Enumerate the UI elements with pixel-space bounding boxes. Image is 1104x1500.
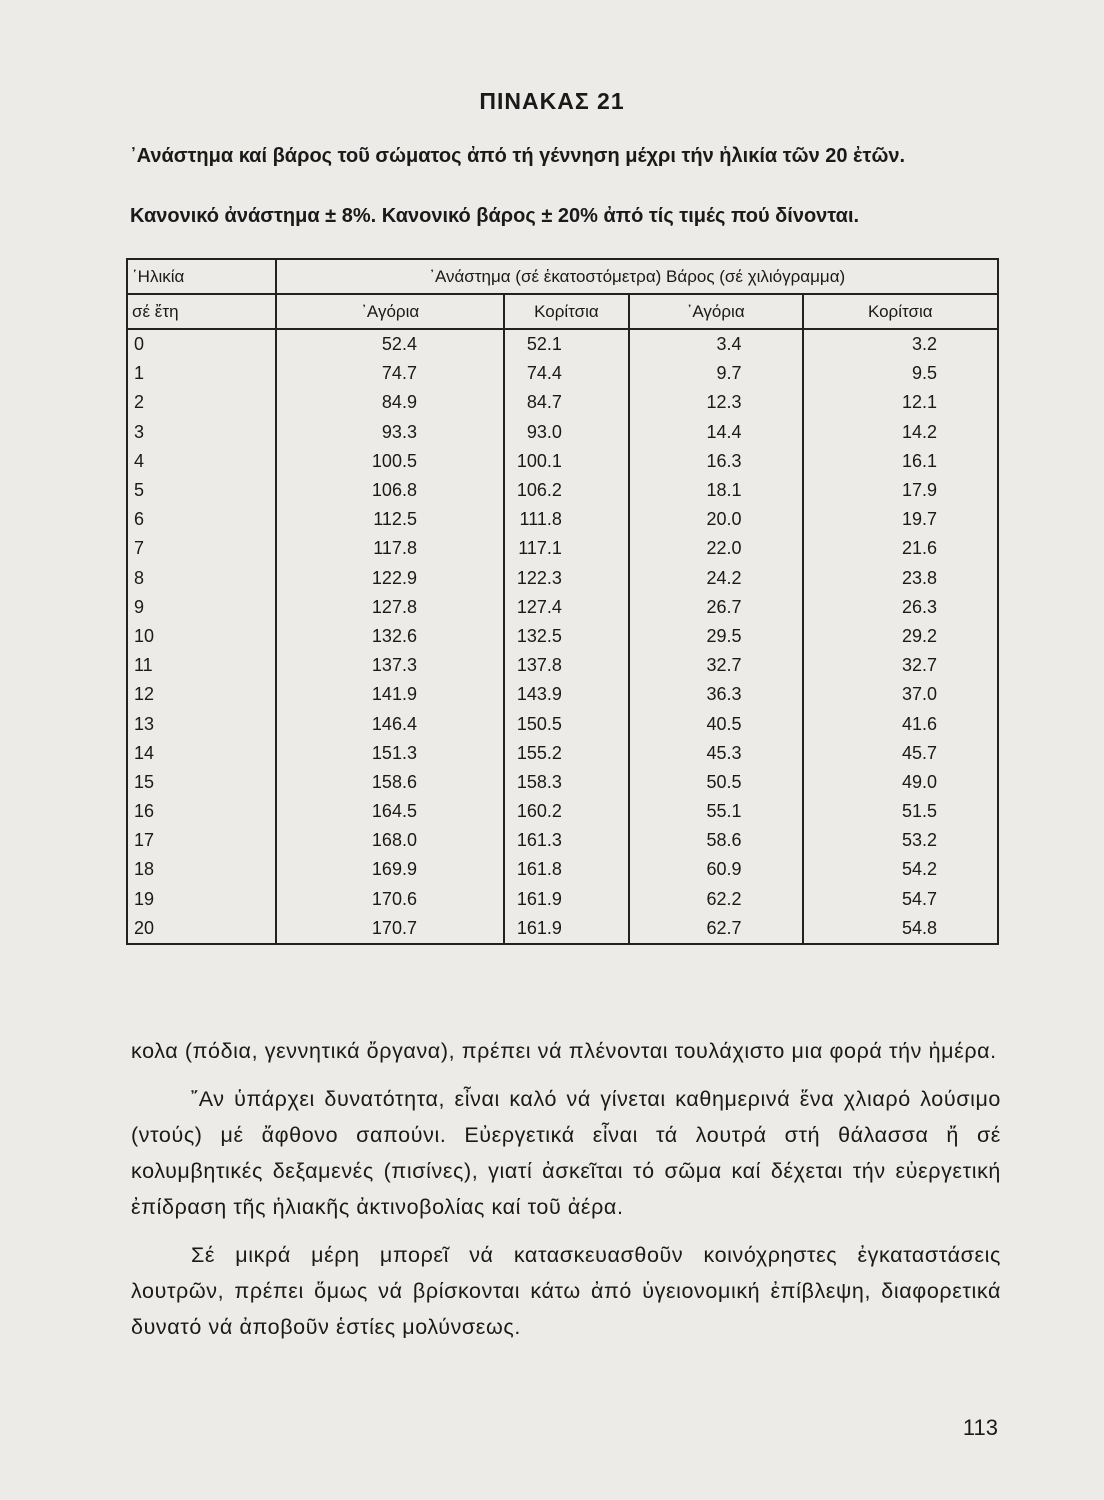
table-row — [127, 914, 998, 944]
cell-boys-weight: 24.2 — [629, 564, 803, 593]
table-row — [127, 418, 998, 447]
cell-boys-height: 74.7 — [276, 359, 503, 388]
cell-boys-weight: 40.5 — [629, 709, 803, 738]
cell-boys-height: 170.6 — [276, 885, 503, 914]
cell-boys-weight: 58.6 — [629, 826, 803, 855]
cell-boys-weight: 12.3 — [629, 388, 803, 417]
cell-girls-height: 150.5 — [504, 709, 629, 738]
table-row — [127, 680, 998, 709]
cell-girls-height: 161.8 — [504, 855, 629, 884]
cell-girls-weight: 16.1 — [803, 447, 999, 476]
cell-boys-height: 106.8 — [276, 476, 503, 505]
cell-girls-weight: 54.7 — [803, 885, 999, 914]
cell-boys-height: 112.5 — [276, 505, 503, 534]
cell-girls-height: 137.8 — [504, 651, 629, 680]
cell-boys-height: 84.9 — [276, 388, 503, 417]
cell-boys-height: 52.4 — [276, 329, 503, 359]
cell-boys-height: 146.4 — [276, 709, 503, 738]
cell-age: 9 — [127, 593, 276, 622]
cell-boys-weight: 55.1 — [629, 797, 803, 826]
cell-girls-height: 117.1 — [504, 534, 629, 563]
table-heading: ΠΙΝΑΚΑΣ 21 — [479, 88, 625, 114]
cell-girls-weight: 14.2 — [803, 418, 999, 447]
cell-age: 4 — [127, 447, 276, 476]
growth-table — [126, 258, 999, 945]
paragraph-1: κολα (πόδια, γεννητικά ὄργανα), πρέπει νά πλένονται τουλάχιστο μια φορά τήν ἡμέρα. — [131, 1039, 997, 1063]
cell-age: 20 — [127, 914, 276, 944]
cell-boys-height: 170.7 — [276, 914, 503, 944]
cell-age: 19 — [127, 885, 276, 914]
cell-girls-weight: 54.8 — [803, 914, 999, 944]
table-row — [127, 564, 998, 593]
page-number: 113 — [962, 1415, 998, 1440]
header-measure-group: ᾽Ανάστημα (σέ ἑκατοστόμετρα) Βάρος (σέ χιλιόγραμμα) — [276, 259, 998, 294]
cell-girls-weight: 29.2 — [803, 622, 999, 651]
cell-girls-height: 161.3 — [504, 826, 629, 855]
cell-girls-height: 52.1 — [504, 329, 629, 359]
cell-girls-height: 161.9 — [504, 885, 629, 914]
cell-boys-height: 93.3 — [276, 418, 503, 447]
cell-age: 18 — [127, 855, 276, 884]
table-row — [127, 885, 998, 914]
table-row — [127, 329, 998, 359]
cell-girls-weight: 19.7 — [803, 505, 999, 534]
header-age-line-2: σέ ἔτη — [127, 294, 276, 329]
cell-boys-height: 141.9 — [276, 680, 503, 709]
cell-girls-weight: 54.2 — [803, 855, 999, 884]
cell-girls-weight: 32.7 — [803, 651, 999, 680]
cell-girls-weight: 37.0 — [803, 680, 999, 709]
cell-girls-height: 161.9 — [504, 914, 629, 944]
cell-boys-height: 137.3 — [276, 651, 503, 680]
cell-girls-height: 155.2 — [504, 739, 629, 768]
header-girls-height: Κορίτσια — [504, 294, 629, 329]
cell-girls-height: 122.3 — [504, 564, 629, 593]
cell-age: 7 — [127, 534, 276, 563]
cell-boys-height: 122.9 — [276, 564, 503, 593]
paragraph-2: ῎Αν ὑπάρχει δυνατότητα, εἶναι καλό νά γίνεται καθημερινά ἕνα χλιαρό λούσιμο (ντούς) μέ ἄφθονο σαπούνι. Εὐεργετικά εἶναι τά λουτρά στή θάλασσα ἤ σέ κολυμβητικές δεξαμενές (πισίνες), γιατί ἀσκεῖται τό σῶμα καί δέχεται τήν εὐεργετική ἐπίδραση τῆς ἡλιακῆς ἀκτινοβολίας καί τοῦ ἀέρα. — [131, 1087, 1001, 1219]
table-row — [127, 768, 998, 797]
body-text — [131, 1033, 1001, 1345]
cell-age: 2 — [127, 388, 276, 417]
cell-girls-height: 93.0 — [504, 418, 629, 447]
cell-girls-weight: 3.2 — [803, 329, 999, 359]
cell-boys-weight: 60.9 — [629, 855, 803, 884]
table-row — [127, 534, 998, 563]
table-row — [127, 505, 998, 534]
cell-boys-weight: 22.0 — [629, 534, 803, 563]
table-row — [127, 447, 998, 476]
cell-boys-weight: 16.3 — [629, 447, 803, 476]
table-row — [127, 855, 998, 884]
cell-girls-height: 160.2 — [504, 797, 629, 826]
cell-boys-weight: 32.7 — [629, 651, 803, 680]
cell-boys-height: 100.5 — [276, 447, 503, 476]
cell-age: 15 — [127, 768, 276, 797]
cell-girls-weight: 26.3 — [803, 593, 999, 622]
cell-girls-weight: 51.5 — [803, 797, 999, 826]
cell-girls-weight: 9.5 — [803, 359, 999, 388]
table-row — [127, 593, 998, 622]
cell-boys-weight: 18.1 — [629, 476, 803, 505]
table-row — [127, 359, 998, 388]
table-row — [127, 826, 998, 855]
cell-girls-height: 143.9 — [504, 680, 629, 709]
cell-age: 1 — [127, 359, 276, 388]
cell-age: 6 — [127, 505, 276, 534]
cell-age: 3 — [127, 418, 276, 447]
cell-boys-weight: 62.7 — [629, 914, 803, 944]
cell-boys-weight: 20.0 — [629, 505, 803, 534]
cell-boys-weight: 26.7 — [629, 593, 803, 622]
cell-girls-height: 100.1 — [504, 447, 629, 476]
cell-girls-weight: 12.1 — [803, 388, 999, 417]
cell-girls-weight: 45.7 — [803, 739, 999, 768]
cell-boys-height: 151.3 — [276, 739, 503, 768]
table-row — [127, 709, 998, 738]
cell-boys-weight: 50.5 — [629, 768, 803, 797]
table-caption-line-1: ᾽Ανάστημα καί βάρος τοῦ σώματος ἀπό τή γέννηση μέχρι τήν ἡλικία τῶν 20 ἐτῶν. — [130, 145, 906, 167]
cell-girls-weight: 23.8 — [803, 564, 999, 593]
cell-age: 13 — [127, 709, 276, 738]
table-body — [127, 329, 998, 944]
cell-boys-weight: 3.4 — [629, 329, 803, 359]
cell-age: 5 — [127, 476, 276, 505]
table-row — [127, 651, 998, 680]
cell-age: 16 — [127, 797, 276, 826]
table-row — [127, 797, 998, 826]
cell-girls-weight: 41.6 — [803, 709, 999, 738]
header-boys-weight: ᾽Αγόρια — [629, 294, 803, 329]
cell-boys-weight: 9.7 — [629, 359, 803, 388]
cell-boys-weight: 36.3 — [629, 680, 803, 709]
cell-boys-weight: 14.4 — [629, 418, 803, 447]
cell-girls-weight: 53.2 — [803, 826, 999, 855]
cell-boys-weight: 62.2 — [629, 885, 803, 914]
table-row — [127, 622, 998, 651]
header-girls-weight: Κορίτσια — [803, 294, 999, 329]
cell-girls-height: 132.5 — [504, 622, 629, 651]
table-row — [127, 388, 998, 417]
header-age-line-1: ῾Ηλικία — [127, 259, 276, 294]
cell-boys-height: 117.8 — [276, 534, 503, 563]
table-caption-line-2: Κανονικό ἀνάστημα ± 8%. Κανονικό βάρος ± 20% ἀπό τίς τιμές πού δίνονται. — [130, 205, 860, 227]
cell-girls-height: 106.2 — [504, 476, 629, 505]
cell-girls-height: 127.4 — [504, 593, 629, 622]
cell-boys-height: 164.5 — [276, 797, 503, 826]
header-boys-height: ᾽Αγόρια — [276, 294, 503, 329]
table-row — [127, 476, 998, 505]
cell-boys-height: 158.6 — [276, 768, 503, 797]
cell-girls-height: 74.4 — [504, 359, 629, 388]
cell-boys-weight: 45.3 — [629, 739, 803, 768]
cell-age: 17 — [127, 826, 276, 855]
cell-boys-height: 127.8 — [276, 593, 503, 622]
cell-age: 8 — [127, 564, 276, 593]
cell-girls-weight: 21.6 — [803, 534, 999, 563]
cell-girls-height: 84.7 — [504, 388, 629, 417]
cell-age: 0 — [127, 329, 276, 359]
cell-age: 14 — [127, 739, 276, 768]
cell-age: 12 — [127, 680, 276, 709]
cell-girls-height: 111.8 — [504, 505, 629, 534]
paragraph-3: Σέ μικρά μέρη μπορεῖ νά κατασκευασθοῦν κοινόχρηστες ἐγκαταστάσεις λουτρῶν, πρέπει ὅμως νά βρίσκονται κάτω ἀπό ὑγειονομική ἐπίβλεψη, διαφορετικά δυνατό νά ἀποβοῦν ἑστίες μολύνσεως. — [131, 1243, 1001, 1339]
cell-boys-weight: 29.5 — [629, 622, 803, 651]
cell-age: 11 — [127, 651, 276, 680]
cell-girls-weight: 17.9 — [803, 476, 999, 505]
cell-boys-height: 169.9 — [276, 855, 503, 884]
table-row — [127, 739, 998, 768]
cell-boys-height: 132.6 — [276, 622, 503, 651]
cell-girls-height: 158.3 — [504, 768, 629, 797]
cell-girls-weight: 49.0 — [803, 768, 999, 797]
cell-age: 10 — [127, 622, 276, 651]
cell-boys-height: 168.0 — [276, 826, 503, 855]
